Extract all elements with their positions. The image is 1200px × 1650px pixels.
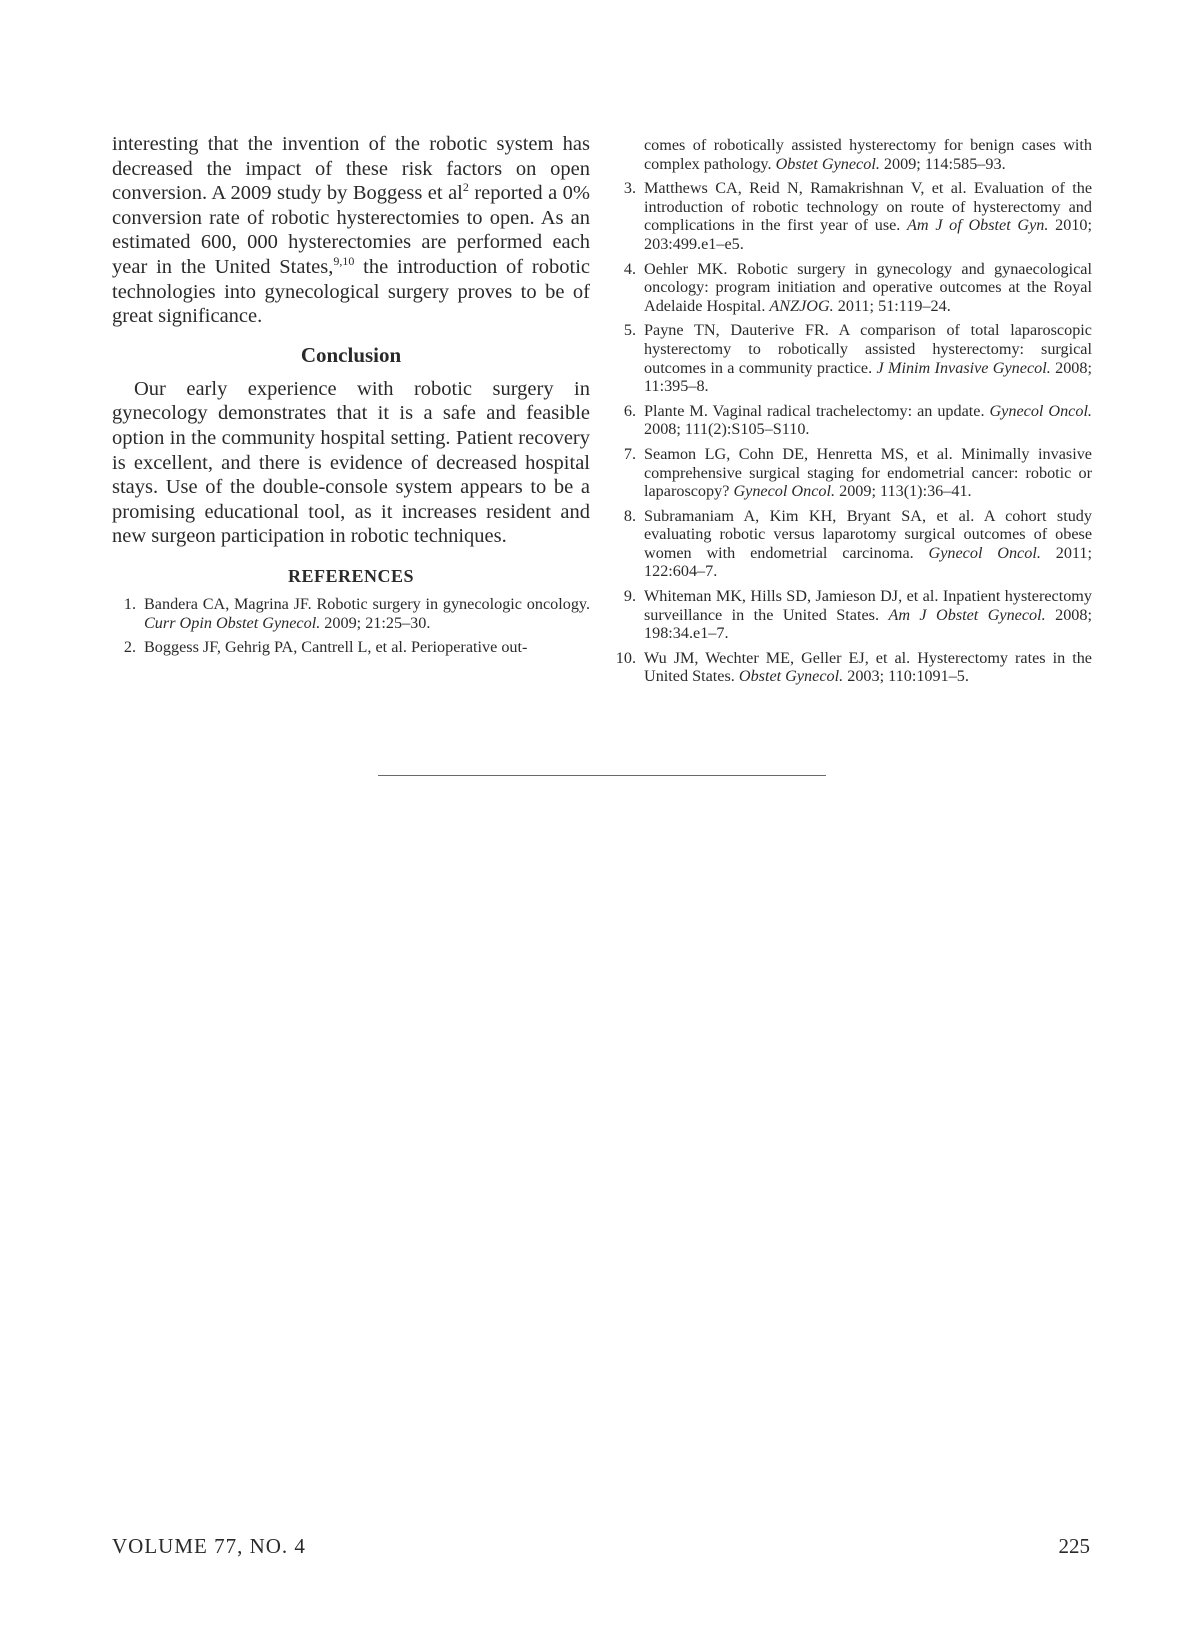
reference-text — [644, 649, 1092, 686]
reference-authors-title: Whiteman MK, Hills SD, Jamieson DJ, et al. Inpatient hysterectomy surveillance in the United States. — [644, 587, 1092, 624]
reference-text — [644, 179, 1092, 253]
reference-number: 10. — [615, 648, 636, 667]
reference-item — [112, 638, 590, 657]
reference-journal: Gynecol Oncol. — [928, 543, 1041, 562]
reference-citation: 2008; 198:34.e1–7. — [644, 605, 1092, 643]
reference-number: 7. — [623, 444, 636, 463]
reference-text — [644, 260, 1092, 316]
reference-text — [144, 595, 590, 632]
reference-item — [612, 260, 1092, 316]
reference-number: 4. — [623, 259, 636, 278]
reference-item — [612, 507, 1092, 581]
reference-authors-title: Bandera CA, Magrina JF. Robotic surgery in gynecologic oncology. — [144, 594, 590, 613]
intro-text-part-1: interesting that the invention of the robotic system has decreased the impact of these risk factors on open conversion. A 2009 study by Boggess et al — [112, 133, 590, 205]
reference-journal: Am J of Obstet Gyn. — [907, 216, 1049, 235]
reference-item — [612, 402, 1092, 439]
reference-text — [644, 321, 1092, 395]
reference-number: 8. — [623, 506, 636, 525]
reference-citation: 2010; 203:499.e1–e5. — [644, 216, 1092, 253]
reference-continuation — [644, 136, 1092, 173]
conclusion-heading: Conclusion — [300, 342, 402, 367]
reference-authors-title: Oehler MK. Robotic surgery in gynecology and gynaecological oncology: program initiation and operative outcomes at the Royal Adelaide Hospital. — [644, 259, 1092, 315]
reference-item — [612, 179, 1092, 253]
reference-citation: 2011; 122:604–7. — [644, 543, 1092, 581]
reference-citation: 2008; 111(2):S105–S110. — [644, 420, 810, 439]
reference-item — [612, 587, 1092, 643]
reference-item — [612, 321, 1092, 395]
citation-superscript: 9,10 — [333, 254, 355, 269]
references-heading: REFERENCES — [287, 565, 415, 586]
reference-journal: Gynecol Oncol. — [733, 482, 836, 501]
reference-journal: J Minim Invasive Gynecol. — [876, 358, 1051, 377]
reference-list-left — [112, 595, 590, 657]
reference-authors-title: comes of robotically assisted hysterectomy for benign cases with complex pathology. — [644, 136, 1092, 173]
reference-authors-title: Seamon LG, Cohn DE, Henretta MS, et al. Minimally invasive comprehensive surgical staging for endometrial cancer: robotic or laparoscopy? — [644, 444, 1092, 501]
reference-authors-title: Plante M. Vaginal radical trachelectomy: an update. — [644, 401, 990, 420]
reference-number: 9. — [623, 587, 636, 606]
footer-page-number: 225 — [1058, 1534, 1090, 1558]
citation-superscript: 2 — [462, 180, 469, 195]
reference-item — [112, 595, 590, 632]
reference-number: 3. — [623, 179, 636, 198]
reference-authors-title: Wu JM, Wechter ME, Geller EJ, et al. Hysterectomy rates in the United States. — [644, 648, 1092, 686]
left-column — [112, 132, 590, 663]
reference-text — [644, 402, 1092, 439]
reference-citation: 2009; 21:25–30. — [320, 613, 431, 632]
reference-journal: ANZJOG. — [769, 296, 834, 315]
reference-list-right — [616, 179, 1092, 686]
reference-citation: 2009; 113(1):36–41. — [835, 482, 972, 501]
reference-journal: Curr Opin Obstet Gynecol. — [144, 613, 321, 632]
end-of-article-rule — [378, 775, 826, 776]
reference-journal: Gynecol Oncol. — [989, 401, 1092, 420]
right-column — [616, 136, 1092, 692]
reference-journal: Obstet Gynecol. — [738, 667, 844, 686]
reference-item — [612, 649, 1092, 686]
reference-text — [644, 587, 1092, 643]
reference-citation: 2008; 11:395–8. — [644, 358, 1092, 396]
reference-number: 6. — [623, 401, 636, 420]
reference-text — [644, 445, 1092, 501]
intro-text-part-3: the introduction of robotic technologies into gynecological surgery proves to be of great significance. — [112, 255, 590, 328]
reference-citation: 2009; 114:585–93. — [879, 154, 1006, 173]
reference-text — [144, 638, 590, 657]
reference-authors-title: Payne TN, Dauterive FR. A comparison of total laparoscopic hysterectomy to robotically assisted hysterectomy: surgical outcomes in a community practice. — [644, 321, 1092, 377]
reference-number: 5. — [623, 321, 636, 340]
reference-citation: 2003; 110:1091–5. — [843, 667, 969, 686]
reference-journal: Am J Obstet Gynecol. — [888, 605, 1046, 624]
reference-number: 1. — [123, 594, 136, 613]
conclusion-paragraph: Our early experience with robotic surgery in gynecology demonstrates that it is a safe and feasible option in the community hospital setting. Patient recovery is excellent, and there is evidence of decreased hospital stays. Use of the double-console system appears to be a promising educational tool, as it increases resident and new surgeon participation in robotic techniques. — [112, 377, 590, 548]
reference-authors-title: Subramaniam A, Kim KH, Bryant SA, et al. A cohort study evaluating robotic versus laparotomy surgical outcomes of obese women with endometrial carcinoma. — [644, 506, 1092, 562]
reference-number: 2. — [123, 638, 136, 657]
intro-paragraph — [112, 132, 590, 329]
reference-authors-title: Boggess JF, Gehrig PA, Cantrell L, et al. Perioperative out- — [144, 638, 528, 657]
reference-citation: 2011; 51:119–24. — [833, 296, 951, 315]
reference-journal: Obstet Gynecol. — [775, 154, 880, 173]
reference-text — [644, 507, 1092, 581]
intro-text-part-2: reported a 0% conversion rate of robotic hysterectomies to open. As an estimated 600, 000 hysterectomies are performed each year in the United States, — [112, 182, 590, 278]
reference-item — [612, 445, 1092, 501]
footer-volume: VOLUME 77, NO. 4 — [112, 1534, 306, 1558]
reference-authors-title: Matthews CA, Reid N, Ramakrishnan V, et al. Evaluation of the introduction of robotic technology on route of hysterectomy and complications in the first year of use. — [644, 179, 1092, 235]
